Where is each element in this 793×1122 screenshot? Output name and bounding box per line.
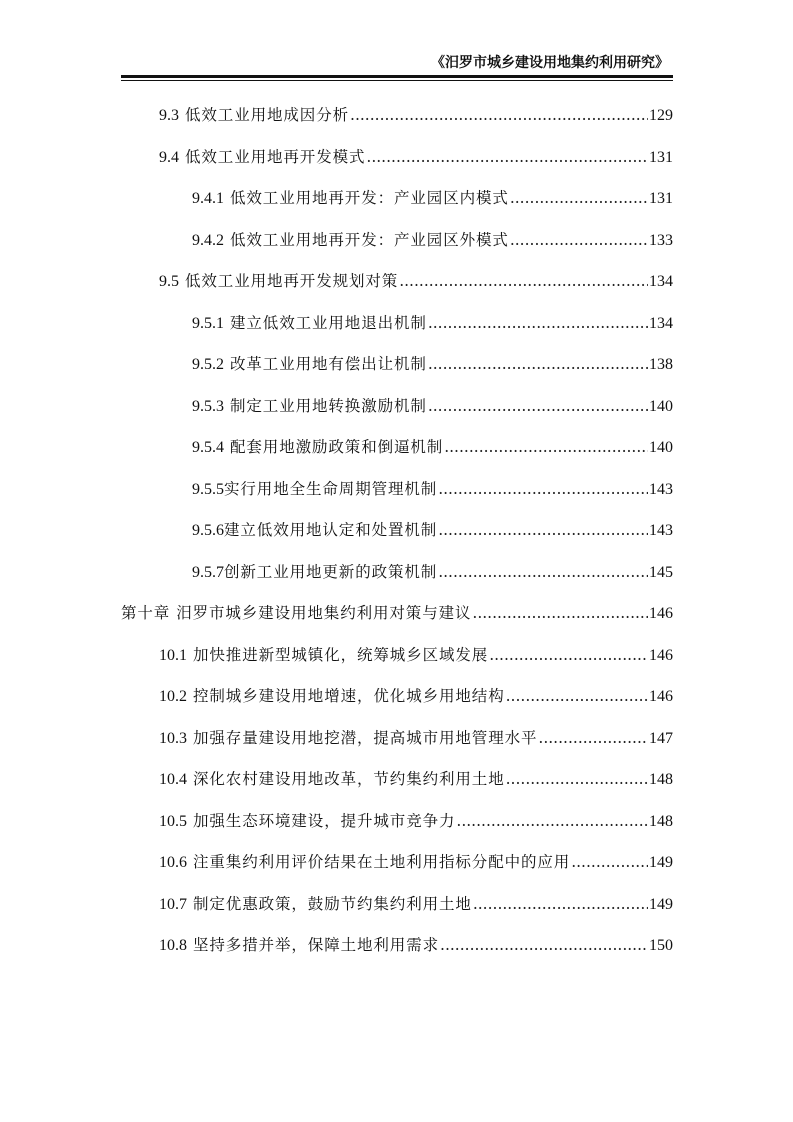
toc-leader-dots: [350, 106, 648, 124]
toc-page-number: 146: [649, 605, 673, 622]
toc-entry-number: 10.7: [159, 895, 187, 913]
toc-page-number: 146: [649, 688, 673, 705]
toc-entry[interactable]: [192, 518, 673, 548]
toc-page-number: 145: [649, 563, 673, 581]
toc-entry-number: 9.4.2: [192, 231, 224, 249]
toc-entry-text: [192, 186, 509, 208]
toc-entry-text: [192, 228, 509, 250]
toc-leader-dots: [428, 314, 648, 332]
toc-leader-dots: [399, 272, 648, 290]
toc-page-number: 147: [649, 729, 673, 747]
toc-entry-text: [159, 103, 349, 125]
toc-page-number: 140: [649, 397, 673, 415]
toc-leader-dots: [440, 936, 648, 954]
toc-leader-dots: [438, 521, 648, 539]
toc-entry-text: [159, 726, 537, 748]
toc-page-number: 131: [649, 148, 673, 166]
toc-entry[interactable]: [159, 850, 673, 880]
toc-entry[interactable]: [192, 435, 673, 465]
toc-leader-dots: [510, 231, 648, 249]
toc-entry-title: 汨罗市城乡建设用地集约利用对策与建议: [176, 604, 472, 622]
toc-leader-dots: [473, 895, 648, 913]
toc-entry-number: 9.5.6: [192, 522, 224, 539]
toc-entry-title: 控制城乡建设用地增速，优化城乡用地结构: [193, 687, 505, 705]
toc-entry-number: 10.8: [159, 937, 187, 954]
toc-entry[interactable]: [159, 269, 673, 299]
toc-entry-number: 9.5.5: [192, 480, 224, 498]
toc-page-number: 148: [649, 771, 673, 788]
toc-entry-number: 9.4.1: [192, 190, 224, 207]
toc-entry[interactable]: [159, 892, 673, 922]
header-rule-thin: [121, 80, 673, 81]
toc-entry-title: 建立低效用地认定和处置机制: [224, 521, 438, 539]
toc-entry-number: 9.3: [159, 107, 179, 124]
toc-entry-title: 坚持多措并举，保障土地利用需求: [193, 936, 440, 954]
toc-entry-text: [192, 477, 437, 499]
toc-page-number: 149: [649, 895, 673, 913]
toc-entry-title: 低效工业用地成因分析: [185, 106, 350, 124]
toc-entry[interactable]: [121, 601, 673, 631]
toc-entry[interactable]: [159, 643, 673, 673]
toc-page-number: 149: [649, 854, 673, 871]
running-header-title: 《汨罗市城乡建设用地集约利用研究》: [431, 55, 669, 71]
toc-entry-text: [121, 601, 471, 623]
toc-page-number: 146: [649, 646, 673, 664]
toc-entry-title: 制定工业用地转换激励机制: [230, 396, 427, 415]
toc-leader-dots: [510, 189, 648, 207]
toc-entry[interactable]: [192, 186, 673, 216]
toc-entry-title: 低效工业用地再开发模式: [185, 147, 366, 166]
toc-entry[interactable]: [192, 394, 673, 424]
toc-entry-number: 10.6: [159, 854, 187, 871]
toc-entry-number: 9.5.4: [192, 439, 224, 456]
toc-entry-text: [159, 269, 398, 291]
toc-page-number: 138: [649, 356, 673, 373]
toc-leader-dots: [438, 480, 648, 498]
header-rule-thick: [121, 75, 673, 78]
toc-entry[interactable]: [159, 103, 673, 133]
toc-entry-title: 低效工业用地再开发规划对策: [185, 272, 399, 290]
toc-page-number: 140: [649, 439, 673, 456]
toc-page-number: 134: [649, 273, 673, 290]
toc-leader-dots: [489, 646, 648, 664]
toc-entry-title: 注重集约利用评价结果在土地利用指标分配中的应用: [193, 853, 571, 871]
toc-entry-title: 建立低效工业用地退出机制: [230, 313, 427, 332]
toc-entry-number: 10.3: [159, 729, 187, 747]
toc-page-number: 143: [649, 480, 673, 498]
toc-page-number: 143: [649, 522, 673, 539]
toc-entry-title: 改革工业用地有偿出让机制: [230, 355, 427, 373]
toc-entry-text: [192, 311, 427, 333]
toc-leader-dots: [472, 604, 648, 622]
toc-page-number: 150: [649, 937, 673, 954]
toc-entry-title: 低效工业用地再开发：产业园区内模式: [230, 189, 509, 207]
toc-entry-title: 低效工业用地再开发：产业园区外模式: [230, 230, 509, 249]
toc-entry-number: 9.5.3: [192, 397, 224, 415]
toc-entry-text: [192, 394, 427, 416]
toc-entry-title: 加强存量建设用地挖潜，提高城市用地管理水平: [193, 728, 538, 747]
toc-entry-title: 创新工业用地更新的政策机制: [224, 562, 438, 581]
toc-leader-dots: [538, 729, 648, 747]
toc-entry-number: 9.5.1: [192, 314, 224, 332]
toc-entry[interactable]: [159, 145, 673, 175]
toc-page-number: 131: [649, 190, 673, 207]
toc-leader-dots: [428, 397, 648, 415]
toc-entry[interactable]: [159, 767, 673, 797]
toc-entry-number: 10.1: [159, 646, 187, 664]
toc-entry-title: 配套用地激励政策和倒逼机制: [230, 438, 444, 456]
toc-entry-title: 实行用地全生命周期管理机制: [224, 479, 438, 498]
toc-entry-title: 加快推进新型城镇化，统筹城乡区域发展: [193, 645, 489, 664]
toc-leader-dots: [366, 148, 648, 166]
toc-leader-dots: [506, 770, 648, 788]
toc-leader-dots: [438, 563, 648, 581]
toc-leader-dots: [571, 853, 648, 871]
toc-entry-number: 10.4: [159, 771, 187, 788]
toc-entry-text: [159, 643, 488, 665]
toc-entry[interactable]: [192, 477, 673, 507]
toc-page-number: 133: [649, 231, 673, 249]
toc-entry-text: [159, 892, 472, 914]
toc-entry-number: 9.4: [159, 148, 179, 166]
toc-entry-number: 10.5: [159, 812, 187, 830]
toc-entry-text: [192, 560, 437, 582]
toc-entry-text: [159, 684, 505, 706]
toc-entry-number: 9.5: [159, 273, 179, 290]
toc-entry[interactable]: [192, 352, 673, 382]
toc-entry-text: [159, 809, 455, 831]
toc-entry-text: [192, 352, 427, 374]
toc-entry-number: 9.5.2: [192, 356, 224, 373]
toc-entry[interactable]: [159, 684, 673, 714]
toc-entry-number: 9.5.7: [192, 563, 224, 581]
toc-entry-title: 制定优惠政策，鼓励节约集约利用土地: [193, 894, 472, 913]
toc-leader-dots: [506, 687, 648, 705]
toc-leader-dots: [444, 438, 648, 456]
toc-page-number: 129: [649, 107, 673, 124]
toc-entry[interactable]: [192, 228, 673, 258]
toc-entry[interactable]: [159, 809, 673, 839]
toc-entry-text: [192, 518, 437, 540]
toc-entry[interactable]: [192, 311, 673, 341]
toc-entry-text: [159, 145, 365, 167]
toc-entry-number: 第十章: [121, 604, 171, 622]
toc-entry-text: [159, 850, 570, 872]
toc-entry-text: [159, 767, 505, 789]
toc-entry[interactable]: [159, 726, 673, 756]
toc-entry[interactable]: [192, 560, 673, 590]
toc-entry-text: [192, 435, 443, 457]
toc-entry-title: 深化农村建设用地改革，节约集约利用土地: [193, 770, 505, 788]
toc-page-number: 148: [649, 812, 673, 830]
toc-entry[interactable]: [159, 933, 673, 963]
toc-page-number: 134: [649, 314, 673, 332]
toc-entry-number: 10.2: [159, 688, 187, 705]
toc-entry-text: [159, 933, 439, 955]
toc-leader-dots: [456, 812, 648, 830]
toc-leader-dots: [428, 355, 648, 373]
toc-entry-title: 加强生态环境建设，提升城市竞争力: [193, 811, 456, 830]
